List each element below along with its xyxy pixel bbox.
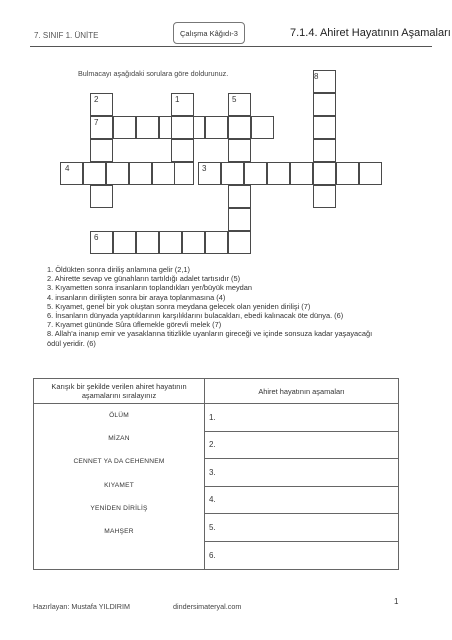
crossword-cell[interactable] <box>228 231 251 254</box>
stage-item: MAHŞER <box>104 528 134 536</box>
crossword-cell[interactable] <box>60 162 83 185</box>
unit-label: 7. SINIF 1. ÜNİTE <box>34 31 99 40</box>
crossword-cell[interactable] <box>313 139 336 162</box>
crossword-cell[interactable] <box>336 162 359 185</box>
stages-table <box>33 378 399 570</box>
crossword-cell[interactable] <box>221 162 244 185</box>
clue-3: 3. Kıyametten sonra insanların toplandıkları yer/büyük meydan <box>47 283 252 293</box>
table-header-left: Karışık bir şekilde verilen ahiret hayatının aşamalarını sıralayınız <box>34 379 205 404</box>
answer-row-2[interactable]: 2. <box>205 432 398 460</box>
stage-item: MİZAN <box>108 435 130 443</box>
crossword-cell[interactable] <box>90 185 113 208</box>
answer-row-3[interactable]: 3. <box>205 459 398 487</box>
crossword-cell[interactable] <box>359 162 382 185</box>
stage-item: YENİDEN DİRİLİŞ <box>90 504 148 512</box>
shuffled-stages-column <box>34 404 205 570</box>
crossword-cell[interactable] <box>228 139 251 162</box>
answer-column <box>205 404 399 570</box>
clue-1: 1. Öldükten sonra diriliş anlamına gelir (2,1) <box>47 265 190 274</box>
answer-row-4[interactable]: 4. <box>205 487 398 515</box>
crossword-cell[interactable] <box>244 162 267 185</box>
crossword-cell[interactable] <box>205 231 228 254</box>
stage-item: KIYAMET <box>104 481 134 489</box>
clue-number-5: 5 <box>232 95 237 104</box>
clue-2: 2. Ahirette sevap ve günahların tartıldığı adalet tartısıdır (5) <box>47 274 241 284</box>
crossword-cell[interactable] <box>313 162 336 185</box>
stage-item: ÖLÜM <box>109 412 129 420</box>
crossword-cell[interactable] <box>136 116 159 139</box>
clue-5: 5. Kıyamet, genel bir yok oluştan sonra meydana gelecek olan yeniden dirilişi (7) <box>47 301 311 311</box>
crossword-cell[interactable] <box>152 162 175 185</box>
worksheet-label: Çalışma Kâğıdı-3 <box>173 22 245 44</box>
clue-number-4: 4 <box>65 164 70 173</box>
page-title: 7.1.4. Ahiret Hayatının Aşamaları <box>290 27 451 39</box>
crossword-cell[interactable] <box>113 116 136 139</box>
instruction-text: Bulmacayı aşağıdaki sorulara göre doldurunuz. <box>78 69 229 78</box>
crossword-cell[interactable] <box>313 93 336 116</box>
answer-row-5[interactable]: 5. <box>205 514 398 542</box>
crossword-cell[interactable] <box>106 162 129 185</box>
crossword-cell[interactable] <box>267 162 290 185</box>
crossword-cell[interactable] <box>159 231 182 254</box>
stage-item: CENNET YA DA CEHENNEM <box>73 458 165 466</box>
clue-7: 7. Kıyamet gününde Sûra üflemekle görevli melek (7) <box>47 320 222 330</box>
crossword-cell[interactable] <box>129 162 152 185</box>
clue-number-6: 6 <box>94 233 99 242</box>
crossword-cell[interactable] <box>136 231 159 254</box>
crossword-cell[interactable] <box>171 116 194 139</box>
clue-list <box>47 265 387 348</box>
crossword-cell[interactable] <box>113 231 136 254</box>
answer-row-1[interactable]: 1. <box>205 404 398 432</box>
crossword-cell[interactable] <box>313 116 336 139</box>
answer-row-6[interactable]: 6. <box>209 550 216 560</box>
clue-number-7: 7 <box>94 118 99 127</box>
crossword-cell[interactable] <box>290 162 313 185</box>
clue-8: 8. Allah'a inanıp emir ve yasaklarına titizlikle uyanların gireceği ve içinde sonsuza kadar yaşayacağı ödül yeridir. (6) <box>47 329 373 348</box>
clue-number-8: 8 <box>314 72 319 81</box>
page-number: 1 <box>394 597 399 606</box>
clue-4: 4. insanların dirilişten sonra bir araya toplanmasına (4) <box>47 292 226 302</box>
crossword-cell[interactable] <box>182 231 205 254</box>
clue-number-1: 1 <box>175 95 180 104</box>
crossword-cell[interactable] <box>83 162 106 185</box>
crossword-cell[interactable] <box>205 116 228 139</box>
table-header-right: Ahiret hayatının aşamaları <box>205 379 399 404</box>
crossword-cell[interactable] <box>313 185 336 208</box>
clue-number-3: 3 <box>202 164 207 173</box>
clue-6: 6. İnsanların dünyada yaptıklarının karşılıklarını bulacakları, ebedi kalınacak öte dünya. (6) <box>47 311 344 321</box>
header-divider <box>30 46 432 47</box>
crossword-cell[interactable] <box>90 139 113 162</box>
crossword-cell[interactable] <box>171 139 194 162</box>
clue-number-2: 2 <box>94 95 99 104</box>
website-credit: dindersimateryal.com <box>173 602 242 611</box>
crossword-cell[interactable] <box>251 116 274 139</box>
author-credit: Hazırlayan: Mustafa YILDIRIM <box>33 602 130 611</box>
crossword-cell[interactable] <box>228 116 251 139</box>
crossword-cell[interactable] <box>228 185 251 208</box>
crossword-cell[interactable] <box>228 208 251 231</box>
